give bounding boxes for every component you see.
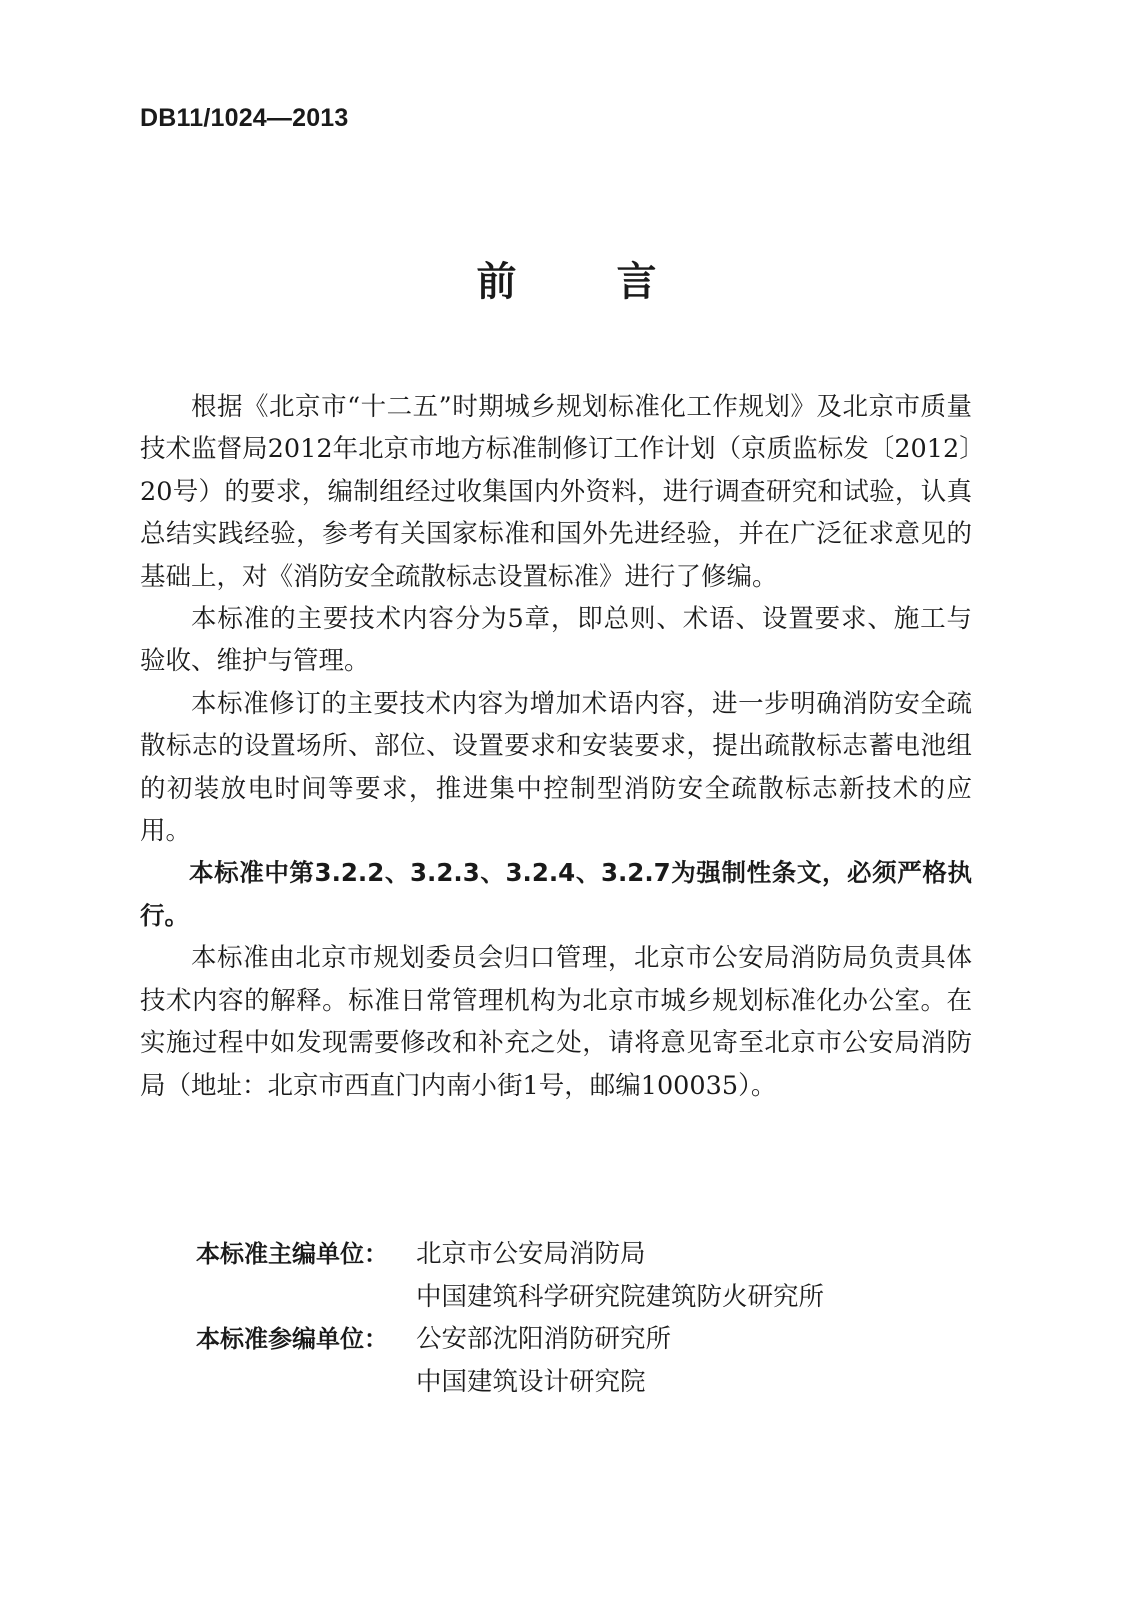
paragraph-mandatory-clauses: 本标准中第3.2.2、3.2.3、3.2.4、3.2.7为强制性条文，必须严格执行。 bbox=[140, 858, 972, 930]
document-code: DB11/1024—2013 bbox=[140, 104, 349, 132]
participant-units bbox=[416, 1318, 671, 1403]
participant-label: 本标准参编单位： bbox=[196, 1325, 388, 1354]
participant-unit: 公安部沈阳消防研究所 bbox=[416, 1324, 672, 1355]
chief-editor-unit: 北京市公安局消防局 bbox=[416, 1239, 646, 1269]
paragraph-management: 本标准由北京市规划委员会归口管理，北京市公安局消防局负责具体技术内容的解释。标准日常管理机构为北京市城乡规划标准化办公室。在实施过程中如发现需要修改和补充之处，请将意见寄至北京市公安局消防局（地址：北京市西直门内南小街1号，邮编100035）。 bbox=[140, 943, 972, 1101]
paragraph-basis: 根据《北京市“十二五”时期城乡规划标准化工作规划》及北京市质量技术监督局2012年北京市地方标准制修订工作计划（京质监标发〔2012〕20号）的要求，编制组经过收集国内外资料，进行调查研究和试验，认真总结实践经验，参考有关国家标准和国外先进经验，并在广泛征求意见的基础上，对《消防安全疏散标志设置标准》进行了修编。 bbox=[140, 392, 972, 592]
participant-unit: 中国建筑设计研究院 bbox=[416, 1366, 646, 1397]
participant-row bbox=[196, 1318, 824, 1403]
page-title: 前言 bbox=[476, 259, 757, 305]
paragraph-revisions: 本标准修订的主要技术内容为增加术语内容，进一步明确消防安全疏散标志的设置场所、部位、设置要求和安装要求，提出疏散标志蓄电池组的初装放电时间等要求，推进集中控制型消防安全疏散标志新技术的应用。 bbox=[140, 688, 972, 847]
preface-body bbox=[140, 386, 972, 1107]
chief-editor-label: 本标准主编单位： bbox=[196, 1240, 388, 1268]
editing-units bbox=[196, 1233, 824, 1403]
paragraph-contents: 本标准的主要技术内容分为5章，即总则、术语、设置要求、施工与验收、维护与管理。 bbox=[140, 604, 972, 677]
chief-editor-units bbox=[416, 1233, 824, 1318]
chief-editor-row bbox=[196, 1233, 824, 1318]
chief-editor-unit: 中国建筑科学研究院建筑防火研究所 bbox=[416, 1281, 825, 1312]
